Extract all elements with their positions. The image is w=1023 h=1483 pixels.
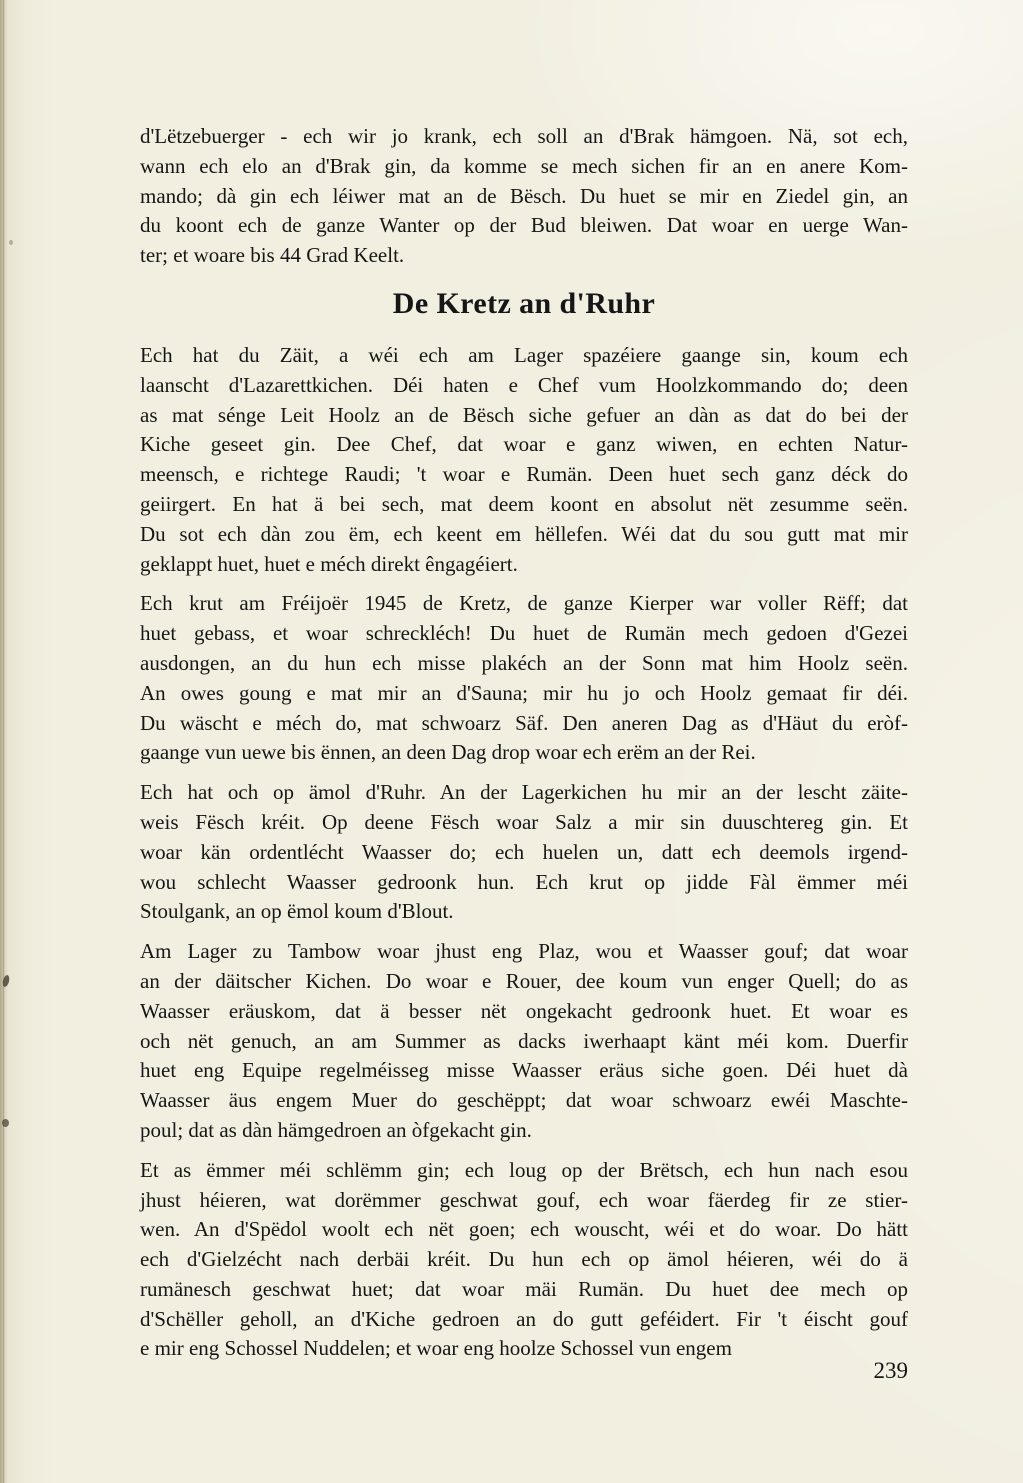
body-paragraph [140,341,908,579]
page-number: 239 [873,1358,908,1383]
text-line: Ech krut am Fréijoër 1945 de Kretz, de ganze Kierper war voller Rëff; dat [140,591,908,616]
text-line: Ech hat och op ämol d'Ruhr. An der Lagerkichen hu mir an der lescht zäite- [140,780,908,805]
text-line: och nët genuch, an am Summer as dacks iwerhaapt känt méi kom. Duerfir [140,1028,908,1053]
text-line: ter; et woare bis 44 Grad Keelt. [140,243,405,268]
body-paragraph [140,778,908,927]
chapter-body [140,341,908,1364]
text-line: geklappt huet, huet e méch direkt êngagéiert. [140,551,518,576]
text-line: Kiche geseet gin. Dee Chef, dat woar e ganz wiwen, en echten Natur- [140,432,908,457]
scan-speck [9,240,13,245]
text-line: e mir eng Schossel Nuddelen; et woar eng hoolze Schossel vun engem [140,1336,732,1361]
text-line: Du sot ech dàn zou ëm, ech keent em hëllefen. Wéi dat du sou gutt mat mir [140,521,908,546]
text-line: an der däitscher Kichen. Do woar e Rouer, dee koum vun enger Quell; do as [140,968,908,993]
scan-speck [2,1119,9,1127]
text-line: weis Fësch kréit. Op deene Fësch woar Salz a mir sin duuschtereg gin. Et [140,809,908,834]
text-column [140,122,908,1364]
text-line: Waasser eräuskom, dat ä besser nët ongekacht gedroonk huet. Et woar es [140,998,908,1023]
text-line: d'Lëtzebuerger - ech wir jo krank, ech soll an d'Brak hämgoen. Nä, sot ech, [140,124,908,148]
text-line: Et as ëmmer méi schlëmm gin; ech loug op der Brëtsch, ech hun nach esou [140,1157,908,1182]
text-line: ausdongen, an du hun ech misse plakéch an der Sonn mat him Hoolz seën. [140,650,908,675]
text-line: huet gebass, et woar schreckléch! Du huet de Rumän mech gedoen d'Gezei [140,621,908,646]
text-line: Am Lager zu Tambow woar jhust eng Plaz, wou et Waasser gouf; dat woar [140,939,908,964]
scan-left-edge-shadow [0,0,8,1483]
text-line: poul; dat as dàn hämgedroen an òfgekacht gin. [140,1117,532,1142]
body-paragraph [140,589,908,768]
text-line: rumänesch geschwat huet; dat woar mäi Rumän. Du huet dee mech op [140,1276,908,1301]
text-line: wen. An d'Spëdol woolt ech nët goen; ech wouscht, wéi et do woar. Do hätt [140,1217,908,1242]
body-paragraph [140,937,908,1146]
text-line: wou schlecht Waasser gedroonk hun. Ech krut op jidde Fàl ëmmer méi [140,869,908,894]
chapter-heading: De Kretz an d'Ruhr [392,286,656,320]
text-line: Stoulgank, an op ëmol koum d'Blout. [140,899,454,924]
text-line: jhust héieren, wat dorëmmer geschwat gouf, ech woar fäerdeg fir ze stier- [140,1187,908,1212]
continuation-paragraph [140,122,908,271]
text-line: d'Schëller geholl, an d'Kiche gedroen an do gutt geféidert. Fir 't éischt gouf [140,1306,908,1331]
text-line: wann ech elo an d'Brak gin, da komme se mech sichen fir an en anere Kom- [140,153,908,178]
text-line: du koont ech de ganze Wanter op der Bud bleiwen. Dat woar en uerge Wan- [140,213,908,238]
text-line: An owes goung e mat mir an d'Sauna; mir hu jo och Hoolz gemaat fir déi. [140,680,908,705]
text-line: Ech hat du Zäit, a wéi ech am Lager spazéiere gaange sin, koum ech [140,342,908,367]
text-line: huet eng Equipe regelméisseg misse Waasser eräus siche goen. Déi huet dà [140,1058,908,1083]
text-line: as mat sénge Leit Hoolz an de Bësch siche gefuer an dàn as dat do bei der [140,402,908,427]
text-line: Waasser äus engem Muer do geschëppt; dat woar schwoarz ewéi Maschte- [140,1088,908,1113]
text-line: geiirgert. En hat ä bei sech, mat deem koont en absolut nët zesumme seën. [140,491,908,516]
text-line: mando; dà gin ech léiwer mat an de Bësch. Du huet se mir en Ziedel gin, an [140,183,908,208]
text-line: Du wäscht e méch do, mat schwoarz Säf. Den aneren Dag as d'Häut du eròf- [140,710,908,735]
text-line: meensch, e richtege Raudi; 't woar e Rumän. Deen huet sech ganz déck do [140,462,908,487]
text-line: woar kän ordentlécht Waasser do; ech huelen un, datt ech deemols irgend- [140,839,908,864]
scan-left-edge-line [3,0,4,1483]
text-line: laanscht d'Lazarettkichen. Déi haten e Chef vum Hoolzkommando do; deen [140,372,908,397]
text-line: gaange vun uewe bis ënnen, an deen Dag drop woar ech erëm an der Rei. [140,740,756,765]
body-paragraph [140,1156,908,1365]
text-line: ech d'Gielzécht nach derbäi kréit. Du hun ech op ämol héieren, wéi do ä [140,1247,908,1272]
